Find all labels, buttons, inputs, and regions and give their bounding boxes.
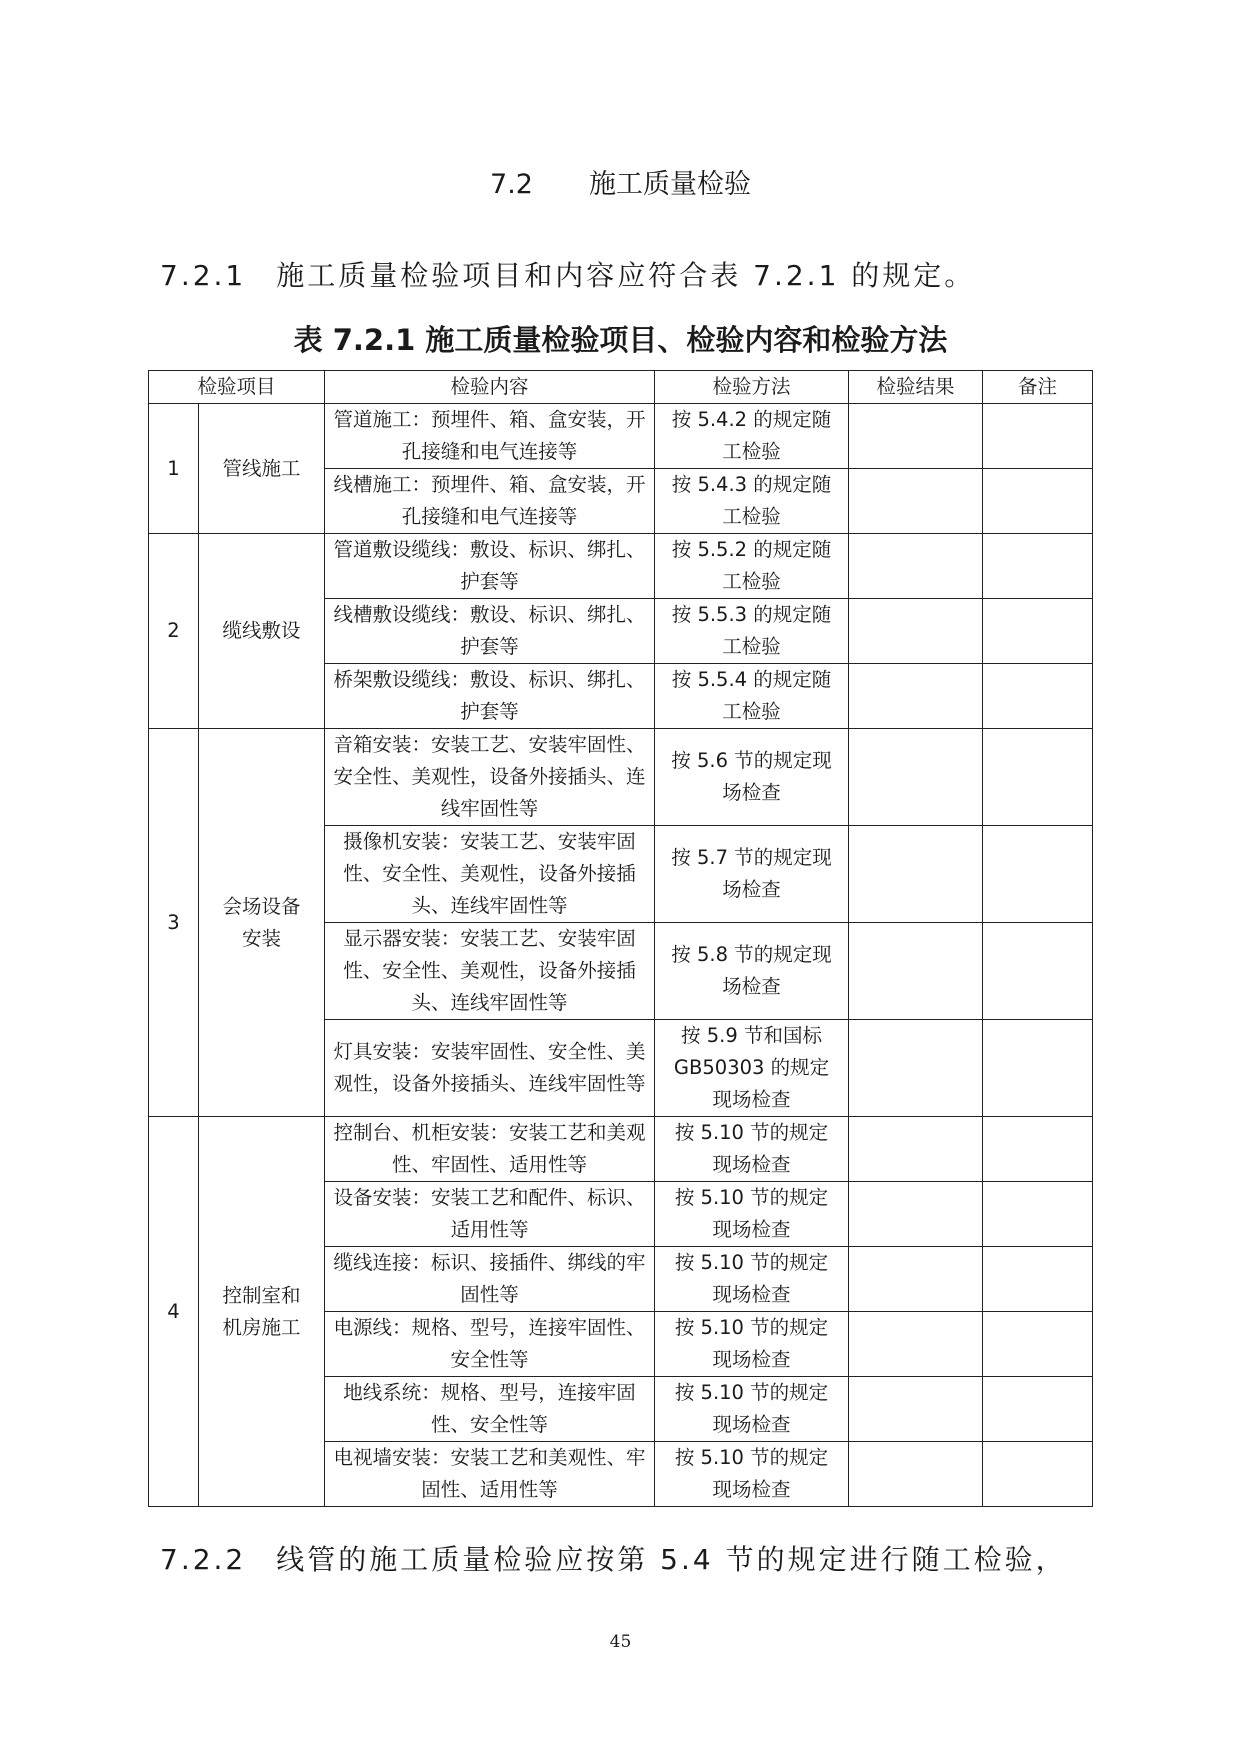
inspection-method: 按 5.5.4 的规定随工检验	[655, 664, 849, 729]
inspection-result-cell[interactable]	[849, 664, 983, 729]
inspection-method: 按 5.10 节的规定现场检查	[655, 1377, 849, 1442]
inspection-content: 音箱安装：安装工艺、安装牢固性、安全性、美观性，设备外接插头、连线牢固性等	[325, 729, 655, 826]
table-body	[149, 404, 1093, 1507]
inspection-result-cell[interactable]	[849, 1377, 983, 1442]
inspection-content: 控制台、机柜安装：安装工艺和美观性、牢固性、适用性等	[325, 1117, 655, 1182]
inspection-content: 缆线连接：标识、接插件、绑线的牢固性等	[325, 1247, 655, 1312]
header-result: 检验结果	[849, 371, 983, 404]
inspection-method: 按 5.8 节的规定现场检查	[655, 923, 849, 1020]
remark-cell[interactable]	[983, 404, 1093, 469]
inspection-method: 按 5.10 节的规定现场检查	[655, 1442, 849, 1507]
inspection-result-cell[interactable]	[849, 599, 983, 664]
remark-cell[interactable]	[983, 1377, 1093, 1442]
group-number: 2	[149, 534, 199, 729]
table-header-row	[149, 371, 1093, 404]
inspection-method: 按 5.6 节的规定现场检查	[655, 729, 849, 826]
remark-cell[interactable]	[983, 1020, 1093, 1117]
table-row	[149, 1117, 1093, 1182]
clause-7-2-1	[160, 254, 975, 294]
inspection-content: 桥架敷设缆线：敷设、标识、绑扎、护套等	[325, 664, 655, 729]
inspection-result-cell[interactable]	[849, 1442, 983, 1507]
inspection-content: 设备安装：安装工艺和配件、标识、适用性等	[325, 1182, 655, 1247]
inspection-content: 灯具安装：安装牢固性、安全性、美观性，设备外接插头、连线牢固性等	[325, 1020, 655, 1117]
inspection-content: 电视墙安装：安装工艺和美观性、牢固性、适用性等	[325, 1442, 655, 1507]
remark-cell[interactable]	[983, 469, 1093, 534]
inspection-result-cell[interactable]	[849, 1117, 983, 1182]
inspection-method: 按 5.5.3 的规定随工检验	[655, 599, 849, 664]
group-name: 管线施工	[199, 404, 325, 534]
remark-cell[interactable]	[983, 599, 1093, 664]
inspection-content: 地线系统：规格、型号，连接牢固性、安全性等	[325, 1377, 655, 1442]
inspection-result-cell[interactable]	[849, 404, 983, 469]
inspection-result-cell[interactable]	[849, 1182, 983, 1247]
clause-text: 线管的施工质量检验应按第 5.4 节的规定进行随工检验，	[276, 1543, 1067, 1576]
header-method: 检验方法	[655, 371, 849, 404]
remark-cell[interactable]	[983, 664, 1093, 729]
clause-number: 7.2.1	[160, 259, 247, 292]
inspection-result-cell[interactable]	[849, 1312, 983, 1377]
group-name: 控制室和机房施工	[199, 1117, 325, 1507]
inspection-result-cell[interactable]	[849, 534, 983, 599]
inspection-content: 摄像机安装：安装工艺、安装牢固性、安全性、美观性，设备外接插头、连线牢固性等	[325, 826, 655, 923]
header-item: 检验项目	[149, 371, 325, 404]
section-heading	[0, 162, 1241, 201]
remark-cell[interactable]	[983, 729, 1093, 826]
inspection-result-cell[interactable]	[849, 1247, 983, 1312]
inspection-table	[148, 370, 1093, 1507]
inspection-method: 按 5.10 节的规定现场检查	[655, 1182, 849, 1247]
group-name: 会场设备安装	[199, 729, 325, 1117]
inspection-content: 电源线：规格、型号，连接牢固性、安全性等	[325, 1312, 655, 1377]
inspection-content: 线槽施工：预埋件、箱、盒安装，开孔接缝和电气连接等	[325, 469, 655, 534]
group-name: 缆线敷设	[199, 534, 325, 729]
header-remark: 备注	[983, 371, 1093, 404]
group-number: 3	[149, 729, 199, 1117]
inspection-method: 按 5.10 节的规定现场检查	[655, 1312, 849, 1377]
inspection-method: 按 5.10 节的规定现场检查	[655, 1117, 849, 1182]
remark-cell[interactable]	[983, 923, 1093, 1020]
page-number: 45	[609, 1632, 632, 1652]
table-title: 表 7.2.1 施工质量检验项目、检验内容和检验方法	[293, 323, 948, 357]
group-number: 4	[149, 1117, 199, 1507]
inspection-content: 线槽敷设缆线：敷设、标识、绑扎、护套等	[325, 599, 655, 664]
remark-cell[interactable]	[983, 1442, 1093, 1507]
clause-number: 7.2.2	[160, 1543, 247, 1576]
remark-cell[interactable]	[983, 1117, 1093, 1182]
inspection-result-cell[interactable]	[849, 469, 983, 534]
section-number: 7.2	[490, 169, 533, 200]
inspection-result-cell[interactable]	[849, 923, 983, 1020]
clause-text: 施工质量检验项目和内容应符合表 7.2.1 的规定。	[276, 259, 976, 292]
remark-cell[interactable]	[983, 534, 1093, 599]
table-row	[149, 404, 1093, 469]
inspection-method: 按 5.4.3 的规定随工检验	[655, 469, 849, 534]
remark-cell[interactable]	[983, 1182, 1093, 1247]
header-content: 检验内容	[325, 371, 655, 404]
inspection-content: 管道施工：预埋件、箱、盒安装，开孔接缝和电气连接等	[325, 404, 655, 469]
remark-cell[interactable]	[983, 1312, 1093, 1377]
inspection-result-cell[interactable]	[849, 1020, 983, 1117]
remark-cell[interactable]	[983, 826, 1093, 923]
group-number: 1	[149, 404, 199, 534]
inspection-result-cell[interactable]	[849, 826, 983, 923]
inspection-method: 按 5.5.2 的规定随工检验	[655, 534, 849, 599]
table-row	[149, 729, 1093, 826]
section-title: 施工质量检验	[588, 169, 751, 200]
inspection-method: 按 5.7 节的规定现场检查	[655, 826, 849, 923]
inspection-method: 按 5.4.2 的规定随工检验	[655, 404, 849, 469]
clause-7-2-2	[160, 1538, 1067, 1578]
inspection-method: 按 5.9 节和国标 GB50303 的规定现场检查	[655, 1020, 849, 1117]
inspection-method: 按 5.10 节的规定现场检查	[655, 1247, 849, 1312]
inspection-content: 管道敷设缆线：敷设、标识、绑扎、护套等	[325, 534, 655, 599]
inspection-result-cell[interactable]	[849, 729, 983, 826]
remark-cell[interactable]	[983, 1247, 1093, 1312]
table-row	[149, 534, 1093, 599]
inspection-content: 显示器安装：安装工艺、安装牢固性、安全性、美观性，设备外接插头、连线牢固性等	[325, 923, 655, 1020]
